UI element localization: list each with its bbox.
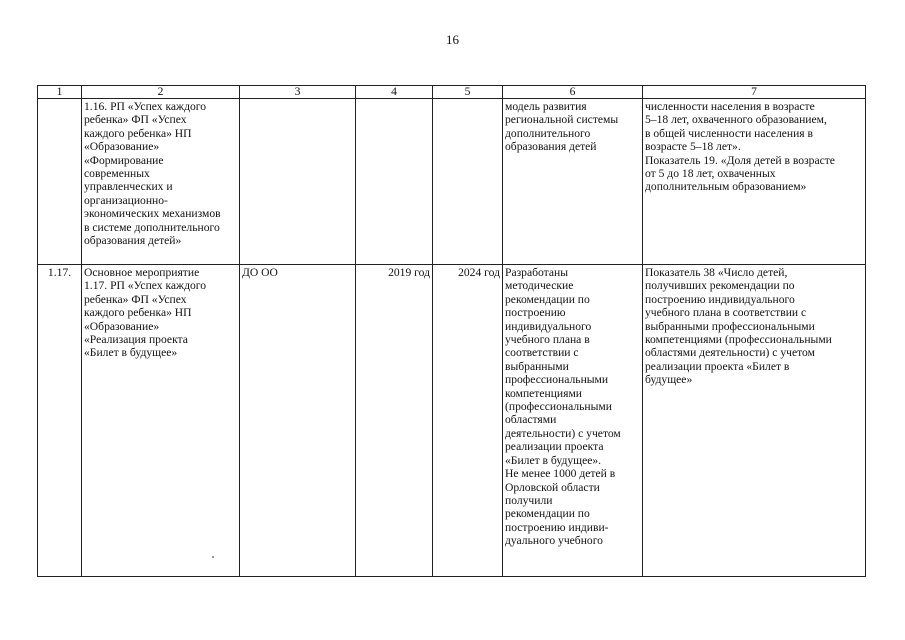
column-header: 4 [356, 86, 433, 99]
indicator-text: Показатель 38 «Число детей, получивших рекомендации по построению индивидуального учебного плана в соответствии с выбранными профессиональными компетенциями (профессиональными областями деятельности) с учетом реализации проекта «Билет в будущее» [645, 266, 832, 387]
column-header: 5 [433, 86, 503, 99]
column-header: 1 [38, 86, 82, 99]
end-date-cell: 2024 год [433, 265, 503, 577]
column-header: 2 [82, 86, 240, 99]
table-header-row [38, 86, 866, 99]
table-row [38, 265, 866, 577]
activity-text: Основное мероприятие 1.17. РП «Успех каждого ребенка» ФП «Успех каждого ребенка» НП «Образование» «Реализация проекта «Билет в будущее» [84, 266, 207, 360]
document-table [37, 85, 866, 577]
page-number: 16 [446, 32, 459, 47]
start-date-cell [356, 99, 433, 265]
result-cell [503, 99, 643, 265]
indicator-cell [643, 265, 866, 577]
column-header: 3 [240, 86, 356, 99]
indicator-cell [643, 99, 866, 265]
start-date-cell: 2019 год [356, 265, 433, 577]
table-row [38, 99, 866, 265]
row-number-cell [38, 99, 82, 265]
result-cell [503, 265, 643, 577]
result-text: Разработаны методические рекомендации по построению индивидуального учебного плана в соответствии с выбранными профессиональными компетенциями (профессиональными областями деятельности) с учетом реализации проекта «Билет в будущее». Не менее 1000 детей в Орловской области получили рекомендации по построению индиви- дуального учебного [505, 266, 621, 548]
activity-cell [82, 99, 240, 265]
executor-cell: ДО ОО [240, 265, 356, 577]
column-header: 7 [643, 86, 866, 99]
column-header: 6 [503, 86, 643, 99]
row-number-cell: 1.17. [38, 265, 82, 577]
indicator-text: численности населения в возрасте 5–18 лет, охваченного образованием, в общей численности населения в возрасте 5–18 лет». Показатель 19. «Доля детей в возрасте от 5 до 18 лет, охваченных дополнительным образованием» [645, 100, 835, 194]
end-date-cell [433, 99, 503, 265]
activity-text: 1.16. РП «Успех каждого ребенка» ФП «Успех каждого ребенка» НП «Образование» «Формирование современных управленческих и организационно- экономических механизмов в системе дополнительного образования детей» [84, 100, 221, 248]
scan-artifact [212, 556, 214, 558]
executor-cell [240, 99, 356, 265]
activity-cell [82, 265, 240, 577]
result-text: модель развития региональной системы дополнительного образования детей [505, 100, 619, 154]
